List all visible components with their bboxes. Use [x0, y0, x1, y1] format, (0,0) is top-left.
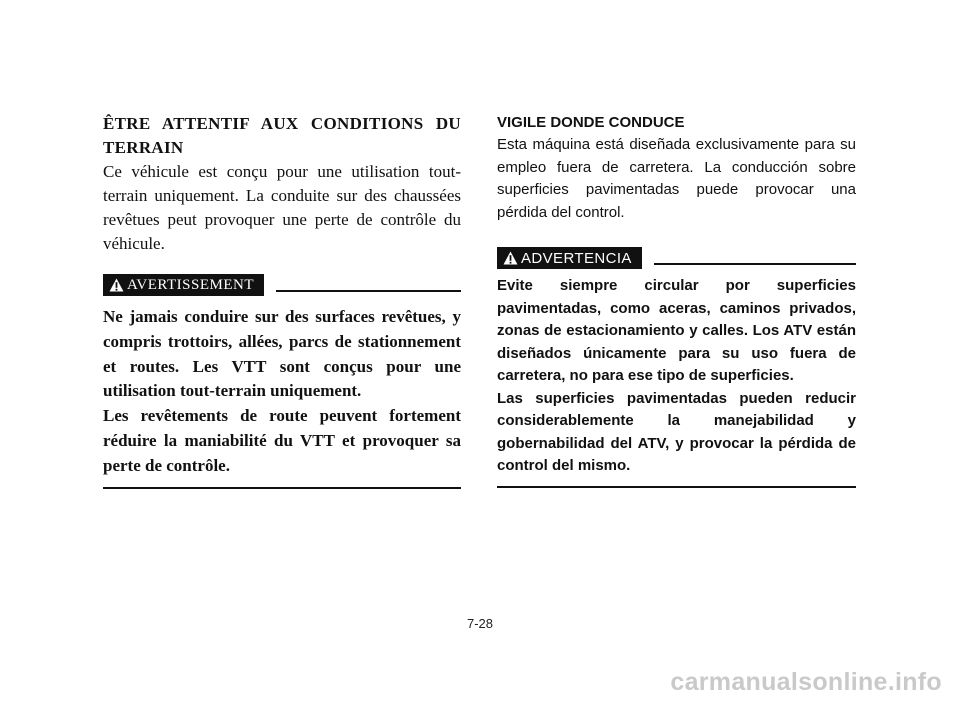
warning-header-es [497, 246, 856, 270]
warning-text-es-1: Evite siempre circular por superficies pavimentadas, como aceras, caminos privados, zonas de estacionamiento y calles. Los ATV están diseñados únicamente para su uso fuera de carretera, no para ese tipo de superficies. [497, 277, 856, 384]
warning-end-rule-es [497, 486, 856, 488]
spanish-column [497, 112, 856, 488]
warning-text-fr-1: Ne jamais conduire sur des surfaces revêtues, y compris trottoirs, allées, parcs de stationnement et routes. Les VTT sont conçus pour une utilisation tout-terrain uniquement. [103, 307, 461, 401]
watermark: carmanualsonline.info [670, 668, 942, 696]
warning-header-rule-es [654, 263, 856, 265]
section-body-fr: Ce véhicule est conçu pour une utilisation tout-terrain uniquement. La conduite sur des chaussées revêtues peut provoquer une perte de contrôle du véhicule. [103, 162, 461, 253]
warning-badge-es [497, 247, 642, 269]
warning-header-fr [103, 273, 461, 297]
warning-text-es-2: Las superficies pavimentadas pueden reducir considerablemente la manejabilidad y gobernabilidad del ATV, y provocar la pérdida de control del mismo. [497, 389, 856, 474]
warning-badge-fr [103, 274, 264, 296]
warning-triangle-icon [503, 251, 518, 265]
warning-end-rule-fr [103, 487, 461, 489]
warning-text-fr-2: Les revêtements de route peuvent fortement réduire la maniabilité du VTT et provoquer sa perte de contrôle. [103, 406, 461, 475]
section-heading-fr: ÊTRE ATTENTIF AUX CONDITIONS DU TERRAIN [103, 114, 461, 157]
french-column [103, 112, 461, 489]
warning-triangle-icon [109, 278, 124, 292]
warning-label-fr: AVERTISSEMENT [127, 276, 254, 293]
warning-label-es: ADVERTENCIA [521, 249, 632, 267]
page-number: 7-28 [466, 616, 494, 631]
section-heading-es: VIGILE DONDE CONDUCE [497, 114, 685, 131]
warning-header-rule-fr [276, 290, 461, 292]
section-body-es: Esta máquina está diseñada exclusivamente para su empleo fuera de carretera. La conducción sobre superficies pavimentadas puede provocar una pérdida del control. [497, 136, 856, 221]
